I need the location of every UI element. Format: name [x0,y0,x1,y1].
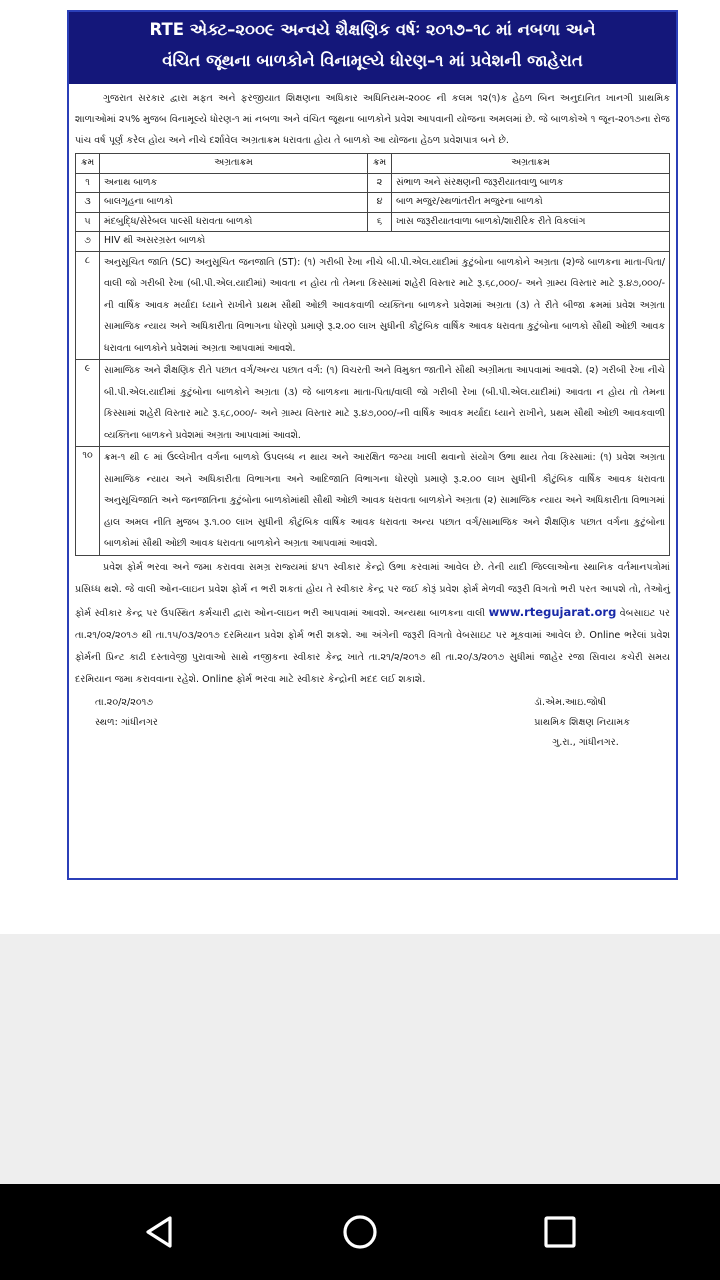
row-number: ૪ [368,193,392,213]
row-text: મંદબુદ્ધિ/સેરેબલ પાલ્સી ધરાવતા બાળકો [100,212,368,232]
row-text: બાળ મજુર/સ્થળાંતરીત મજુરના બાળકો [392,193,670,213]
notice-body [69,84,676,753]
row-text: HIV થી અસરગ્રસ્ત બાળકો [100,232,670,252]
table-row [76,447,670,556]
table-row [76,251,670,360]
empty-area [0,934,720,1184]
recents-square-icon [543,1215,577,1249]
row-text: અનાથ બાળક [100,173,368,193]
home-button[interactable] [300,1184,420,1280]
row-text: ક્રમ-૧ થી ૯ માં ઉલ્લેખીત વર્ગના બાળકો ઉપલબ્ધ ન થાય અને આરક્ષિત જગ્યા ખાલી થવાનો સંયોગ ઉભા થાય તેવા કિસ્સામાં: (૧) પ્રવેશ અગ્રતા સામાજિક ન્યાય અને અધિકારીતા વિભાગના અને આદિજાતિ વિભાગના ધોરણો પ્રમાણે રૂ.૨.૦૦ લાખ સુધીની કૌટુંબિક વાર્ષિક આવક ધરાવતા અનુસૂચિજાતિ અને જનજાતિના કુટુંબોના બાળકોમાંથી સૌથી ઓછી આવક ધરાવતા બાળકોને અગ્રતા (૨) સામાજિક ન્યાય અને અધિકારીતા વિભાગમાં હાલ અમલ નીતિ મુજબ રૂ.૧.૦૦ લાખ સુધીની કૌટુંબિક વાર્ષિક આવક ધરાવતા અન્ય પછાત વર્ગ/સામાજિક અને શૈક્ષણિક પછાત વર્ગના કુટુંબોના બાળકોમાં સૌથી ઓછી આવક ધરાવતા બાળકોને અગ્રતા આપવામાં આવશે. [100,447,670,556]
row-text: સામાજિક અને શૈક્ષણિક રીતે પછાત વર્ગ/અન્ય પછાત વર્ગ: (૧) વિચરતી અને વિમુક્ત જાતીને સૌથી અગ્રીમતા આપવામાં આવશે. (૨) ગરીબી રેખા નીચે બી.પી.એલ.યાદીમાં કુટુંબોના બાળકોને અગ્રતા (૩) જે બાળકના માતા-પિતા/વાલી જો ગરીબી રેખા (બી.પી.એલ.યાદીમાં) આવતા ન હોય તો તેમના કિસ્સામાં શહેરી વિસ્તાર માટે રૂ.૬૮,૦૦૦/- અને ગ્રામ્ય વિસ્તાર માટે રૂ.૪૭,૦૦૦/-ની વાર્ષિક આવક મર્યાદા ધ્યાને રાખીને, પ્રથમ સૌથી ઓછી આવકવાળી વ્યક્તિના બાળકને પ્રવેશમાં અગ્રતા આપવામાં આવશે. [100,360,670,447]
signature-block [75,693,670,753]
website-link[interactable]: www.rtegujarat.org [488,604,617,619]
row-number: ૧ [76,173,100,193]
table-header: અગ્રતાક્રમ [392,154,670,174]
row-number: ૨ [368,173,392,193]
priority-table [75,153,670,556]
header-line-1: RTE એક્ટ–૨૦૦૯ અન્વયે શૈક્ષણિક વર્ષઃ ૨૦૧૭–૧૮ માં નબળા અને [149,20,596,39]
table-row [76,232,670,252]
table-row [76,193,670,213]
table-row [76,173,670,193]
navigation-bar [0,1184,720,1280]
table-row [76,212,670,232]
row-number: ૯ [76,360,100,447]
row-number: ૬ [368,212,392,232]
closing-text-before: પ્રવેશ ફોર્મ ભરવા અને જમા કરાવવા સમગ્ર રાજ્યમાં ૪૫૧ સ્વીકાર કેન્દ્રો ઉભા કરવામાં આવેલ છે. તેની યાદી જિલ્લાઓના સ્થાનિક વર્તમાનપત્રોમાં પ્રસિધ્ધ થશે. જે વાલી ઓન-લાઇન પ્રવેશ ફોર્મ ન ભરી શકતાં હોય તે સ્વીકાર કેન્દ્ર પર જઈ કોરૂં પ્રવેશ ફોર્મ મેળવી જરૂરી વિગતો ભરી પરત આપશે તો, તેઓનું ફોર્મ સ્વીકાર કેન્દ્ર પર ઉપસ્થિત કર્મચારી દ્વારા ઓન-લાઇન ભરી આપવામાં આવશે. અન્યથા બાળકના વાલી [75,561,670,619]
back-triangle-icon [142,1214,178,1250]
signatory [534,693,630,753]
table-header: અગ્રતાક્રમ [100,154,368,174]
notice-date: તા.૨૦/૨/૨૦૧૭ [95,696,154,708]
notice-place: સ્થળ: ગાંધીનગર [95,716,158,728]
back-button[interactable] [100,1184,220,1280]
recents-button[interactable] [500,1184,620,1280]
intro-paragraph: ગુજરાત સરકાર દ્વારા મફત અને ફરજીયાત શિક્ષણના અધિકાર અધિનિયમ-૨૦૦૯ ની કલમ ૧૨(૧)ક હેઠળ બિન અનુદાનિત ખાનગી પ્રાથમિક શાળાઓમાં ૨૫% મુજબ વિનામૂલ્યે ધોરણ-૧ માં નબળા અને વંચિત જૂથના બાળકોને પ્રવેશ આપવાની યોજના અમલમાં છે. જે બાળકોએ ૧ જૂન-૨૦૧૭ના રોજ પાંચ વર્ષ પૂર્ણ કરેલ હોય અને નીચે દર્શાવેલ અગ્રતાક્રમ ધરાવતા હોય તે બાળકો આ યોજના હેઠળ પ્રવેશપાત્ર બને છે. [75,93,670,146]
signatory-name: ડૉ.એમ.આઇ.જોષી [534,696,607,708]
table-header: ક્રમ [76,154,100,174]
closing-text-after: વેબસાઇટ પર તા.૨૧/૦૨/૨૦૧૭ થી તા.૧૫/૦૩/૨૦૧૭ દરમિયાન પ્રવેશ ફોર્મ ભરી શકશે. આ અંગેની જરૂરી વિગતો વેબસાઇટ પર મૂકવામાં આવેલ છે. Online ભરેલાં પ્રવેશ ફોર્મની પ્રિન્ટ કાઢી દસ્તાવેજી પુરાવાઓ સાથે નજીકના સ્વીકાર કેન્દ્ર ખાતે તા.૨૧/૨/૨૦૧૭ થી તા.૨૦/૩/૨૦૧૭ સુધીમાં જાહેર રજા સિવાય કચેરી સમય દરમિયાન જમા કરાવવાના રહેશે. Online ફોર્મ ભરવા માટે સ્વીકાર કેન્દ્રોની મદદ લઈ શકાશે. [75,607,670,685]
row-number: ૭ [76,232,100,252]
row-number: ૫ [76,212,100,232]
row-text: બાલગૃહના બાળકો [100,193,368,213]
notice-document [67,10,678,880]
table-row [76,360,670,447]
row-text: અનુસૂચિત જાતિ (SC) અનુસૂચિત જનજાતિ (ST): (૧) ગરીબી રેખા નીચે બી.પી.એલ.યાદીમાં કુટુંબોના બાળકોને અગ્રતા (૨)જે બાળકના માતા-પિતા/વાલી જો ગરીબી રેખા (બી.પી.એલ.યાદીમાં) આવતા ન હોય તો તેમના કિસ્સામાં શહેરી વિસ્તાર માટે રૂ.૬૮,૦૦૦/- અને ગ્રામ્ય વિસ્તાર માટે રૂ.૪૭,૦૦૦/- ની વાર્ષિક આવક મર્યાદા ધ્યાને રાખીને પ્રથમ સૌથી ઓછી આવકવાળી વ્યક્તિના બાળકને પ્રવેશમાં અગ્રતા (૩) તે રીતે બીજા ક્રમમાં પ્રવેશ અગ્રતા સામાજિક ન્યાય અને અધિકારીતા વિભાગના ધોરણો પ્રમાણે રૂ.૨.૦૦ લાખ સુધીની કૌટુંબિક વાર્ષિક આવક ધરાવતા કુટુંબોના બાળકો સૌથી ઓછી આવક ધરાવતા બાળકોને પ્રવેશમાં અગ્રતા આપવામાં આવશે. [100,251,670,360]
signatory-office: ગુ.રા., ગાંધીનગર. [552,736,619,748]
table-header-row [76,154,670,174]
notice-header [69,12,676,84]
row-number: ૩ [76,193,100,213]
row-number: ૧૦ [76,447,100,556]
header-line-2: વંચિત જૂથના બાળકોને વિનામૂલ્યે ધોરણ–૧ માં પ્રવેશની જાહેરાત [162,51,583,70]
table-header: ક્રમ [368,154,392,174]
home-circle-icon [341,1213,379,1251]
row-text: સંભાળ અને સંરક્ષણની જરૂરીયાતવાળુ બાળક [392,173,670,193]
row-number: ૮ [76,251,100,360]
row-text: ખાસ જરૂરીયાતવાળા બાળકો/શારીરિક રીતે વિકલાંગ [392,212,670,232]
date-place [95,693,158,733]
closing-paragraph [75,557,670,691]
signatory-designation: પ્રાથમિક શિક્ષણ નિયામક [534,716,630,728]
